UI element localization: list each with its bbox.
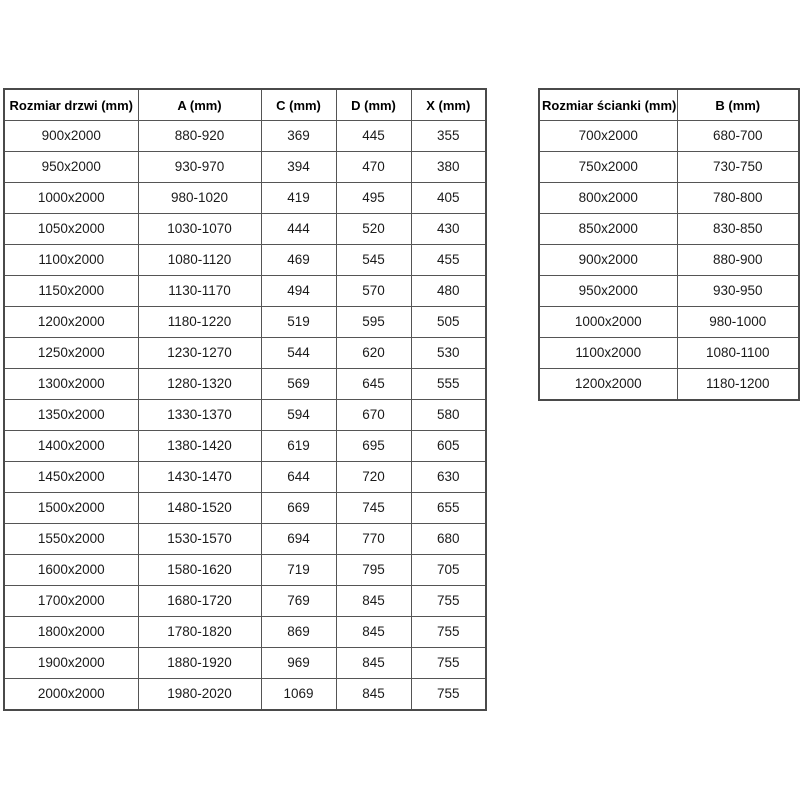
table-cell: 2000x2000 (4, 679, 138, 711)
column-header: A (mm) (138, 89, 261, 121)
table-cell: 1100x2000 (4, 245, 138, 276)
table-cell: 1450x2000 (4, 462, 138, 493)
column-header: Rozmiar drzwi (mm) (4, 89, 138, 121)
table-row (4, 400, 486, 431)
table-cell: 1130-1170 (138, 276, 261, 307)
wall-sizes-table-header (539, 89, 799, 121)
table-cell: 720 (336, 462, 411, 493)
table-cell: 1530-1570 (138, 524, 261, 555)
table-cell: 1000x2000 (4, 183, 138, 214)
table-cell: 670 (336, 400, 411, 431)
table-cell: 419 (261, 183, 336, 214)
table-cell: 845 (336, 586, 411, 617)
table-cell: 655 (411, 493, 486, 524)
table-cell: 530 (411, 338, 486, 369)
table-cell: 1430-1470 (138, 462, 261, 493)
table-cell: 445 (336, 121, 411, 152)
table-cell: 1400x2000 (4, 431, 138, 462)
table-cell: 795 (336, 555, 411, 586)
table-cell: 719 (261, 555, 336, 586)
table-cell: 1580-1620 (138, 555, 261, 586)
table-cell: 845 (336, 679, 411, 711)
table-cell: 730-750 (677, 152, 799, 183)
table-cell: 755 (411, 648, 486, 679)
table-row (4, 276, 486, 307)
table-row (539, 152, 799, 183)
table-cell: 1900x2000 (4, 648, 138, 679)
table-row (4, 462, 486, 493)
table-row (4, 245, 486, 276)
table-cell: 830-850 (677, 214, 799, 245)
header-row (539, 89, 799, 121)
table-cell: 1230-1270 (138, 338, 261, 369)
table-row (4, 524, 486, 555)
table-cell: 495 (336, 183, 411, 214)
table-cell: 969 (261, 648, 336, 679)
table-cell: 755 (411, 679, 486, 711)
table-cell: 444 (261, 214, 336, 245)
table-cell: 695 (336, 431, 411, 462)
table-cell: 394 (261, 152, 336, 183)
table-cell: 769 (261, 586, 336, 617)
table-cell: 544 (261, 338, 336, 369)
table-cell: 880-900 (677, 245, 799, 276)
table-cell: 800x2000 (539, 183, 677, 214)
table-row (4, 617, 486, 648)
table-cell: 1080-1120 (138, 245, 261, 276)
table-cell: 519 (261, 307, 336, 338)
table-row (539, 276, 799, 307)
table-cell: 605 (411, 431, 486, 462)
table-cell: 470 (336, 152, 411, 183)
table-cell: 545 (336, 245, 411, 276)
table-row (4, 214, 486, 245)
table-cell: 1980-2020 (138, 679, 261, 711)
table-row (4, 121, 486, 152)
table-row (539, 307, 799, 338)
table-cell: 845 (336, 648, 411, 679)
table-cell: 1600x2000 (4, 555, 138, 586)
table-cell: 930-970 (138, 152, 261, 183)
table-cell: 380 (411, 152, 486, 183)
table-cell: 930-950 (677, 276, 799, 307)
column-header: B (mm) (677, 89, 799, 121)
table-cell: 694 (261, 524, 336, 555)
table-cell: 1550x2000 (4, 524, 138, 555)
table-cell: 669 (261, 493, 336, 524)
table-row (539, 369, 799, 401)
table-cell: 845 (336, 617, 411, 648)
table-cell: 880-920 (138, 121, 261, 152)
table-cell: 1200x2000 (4, 307, 138, 338)
table-cell: 570 (336, 276, 411, 307)
table-cell: 355 (411, 121, 486, 152)
table-cell: 1330-1370 (138, 400, 261, 431)
table-cell: 1150x2000 (4, 276, 138, 307)
table-cell: 619 (261, 431, 336, 462)
table-cell: 850x2000 (539, 214, 677, 245)
table-cell: 980-1020 (138, 183, 261, 214)
table-cell: 644 (261, 462, 336, 493)
table-cell: 1080-1100 (677, 338, 799, 369)
table-cell: 869 (261, 617, 336, 648)
table-cell: 630 (411, 462, 486, 493)
table-cell: 900x2000 (539, 245, 677, 276)
table-cell: 1380-1420 (138, 431, 261, 462)
table-row (4, 307, 486, 338)
table-cell: 1780-1820 (138, 617, 261, 648)
table-cell: 1100x2000 (539, 338, 677, 369)
wall-sizes-table-body (539, 121, 799, 401)
table-cell: 1069 (261, 679, 336, 711)
table-cell: 1280-1320 (138, 369, 261, 400)
table-cell: 569 (261, 369, 336, 400)
table-cell: 620 (336, 338, 411, 369)
table-cell: 480 (411, 276, 486, 307)
table-cell: 750x2000 (539, 152, 677, 183)
table-row (4, 648, 486, 679)
door-sizes-table-header (4, 89, 486, 121)
table-row (4, 431, 486, 462)
table-cell: 680 (411, 524, 486, 555)
table-cell: 755 (411, 617, 486, 648)
table-cell: 1000x2000 (539, 307, 677, 338)
table-row (539, 338, 799, 369)
table-cell: 950x2000 (539, 276, 677, 307)
column-header: X (mm) (411, 89, 486, 121)
door-sizes-table (3, 88, 487, 711)
table-cell: 594 (261, 400, 336, 431)
table-cell: 1250x2000 (4, 338, 138, 369)
table-cell: 1350x2000 (4, 400, 138, 431)
table-cell: 645 (336, 369, 411, 400)
table-row (539, 214, 799, 245)
table-cell: 1500x2000 (4, 493, 138, 524)
table-cell: 680-700 (677, 121, 799, 152)
table-row (4, 555, 486, 586)
table-cell: 405 (411, 183, 486, 214)
table-row (4, 183, 486, 214)
column-header: D (mm) (336, 89, 411, 121)
table-row (4, 679, 486, 711)
table-cell: 700x2000 (539, 121, 677, 152)
table-cell: 1030-1070 (138, 214, 261, 245)
table-cell: 1180-1200 (677, 369, 799, 401)
table-cell: 505 (411, 307, 486, 338)
header-row (4, 89, 486, 121)
table-cell: 770 (336, 524, 411, 555)
table-cell: 780-800 (677, 183, 799, 214)
column-header: C (mm) (261, 89, 336, 121)
table-row (539, 121, 799, 152)
table-cell: 580 (411, 400, 486, 431)
door-sizes-table-body (4, 121, 486, 711)
table-cell: 494 (261, 276, 336, 307)
table-row (539, 183, 799, 214)
table-row (4, 152, 486, 183)
table-cell: 705 (411, 555, 486, 586)
table-cell: 555 (411, 369, 486, 400)
table-cell: 430 (411, 214, 486, 245)
table-cell: 1800x2000 (4, 617, 138, 648)
column-header: Rozmiar ścianki (mm) (539, 89, 677, 121)
table-cell: 1700x2000 (4, 586, 138, 617)
table-cell: 1480-1520 (138, 493, 261, 524)
table-cell: 1200x2000 (539, 369, 677, 401)
table-cell: 469 (261, 245, 336, 276)
table-cell: 745 (336, 493, 411, 524)
table-cell: 1680-1720 (138, 586, 261, 617)
table-cell: 1880-1920 (138, 648, 261, 679)
table-cell: 1180-1220 (138, 307, 261, 338)
table-row (4, 586, 486, 617)
table-cell: 1300x2000 (4, 369, 138, 400)
table-cell: 1050x2000 (4, 214, 138, 245)
table-cell: 520 (336, 214, 411, 245)
table-cell: 595 (336, 307, 411, 338)
table-row (4, 493, 486, 524)
table-row (539, 245, 799, 276)
table-cell: 369 (261, 121, 336, 152)
table-cell: 900x2000 (4, 121, 138, 152)
table-row (4, 338, 486, 369)
table-cell: 755 (411, 586, 486, 617)
table-row (4, 369, 486, 400)
table-cell: 950x2000 (4, 152, 138, 183)
table-cell: 980-1000 (677, 307, 799, 338)
table-cell: 455 (411, 245, 486, 276)
wall-sizes-table (538, 88, 800, 401)
